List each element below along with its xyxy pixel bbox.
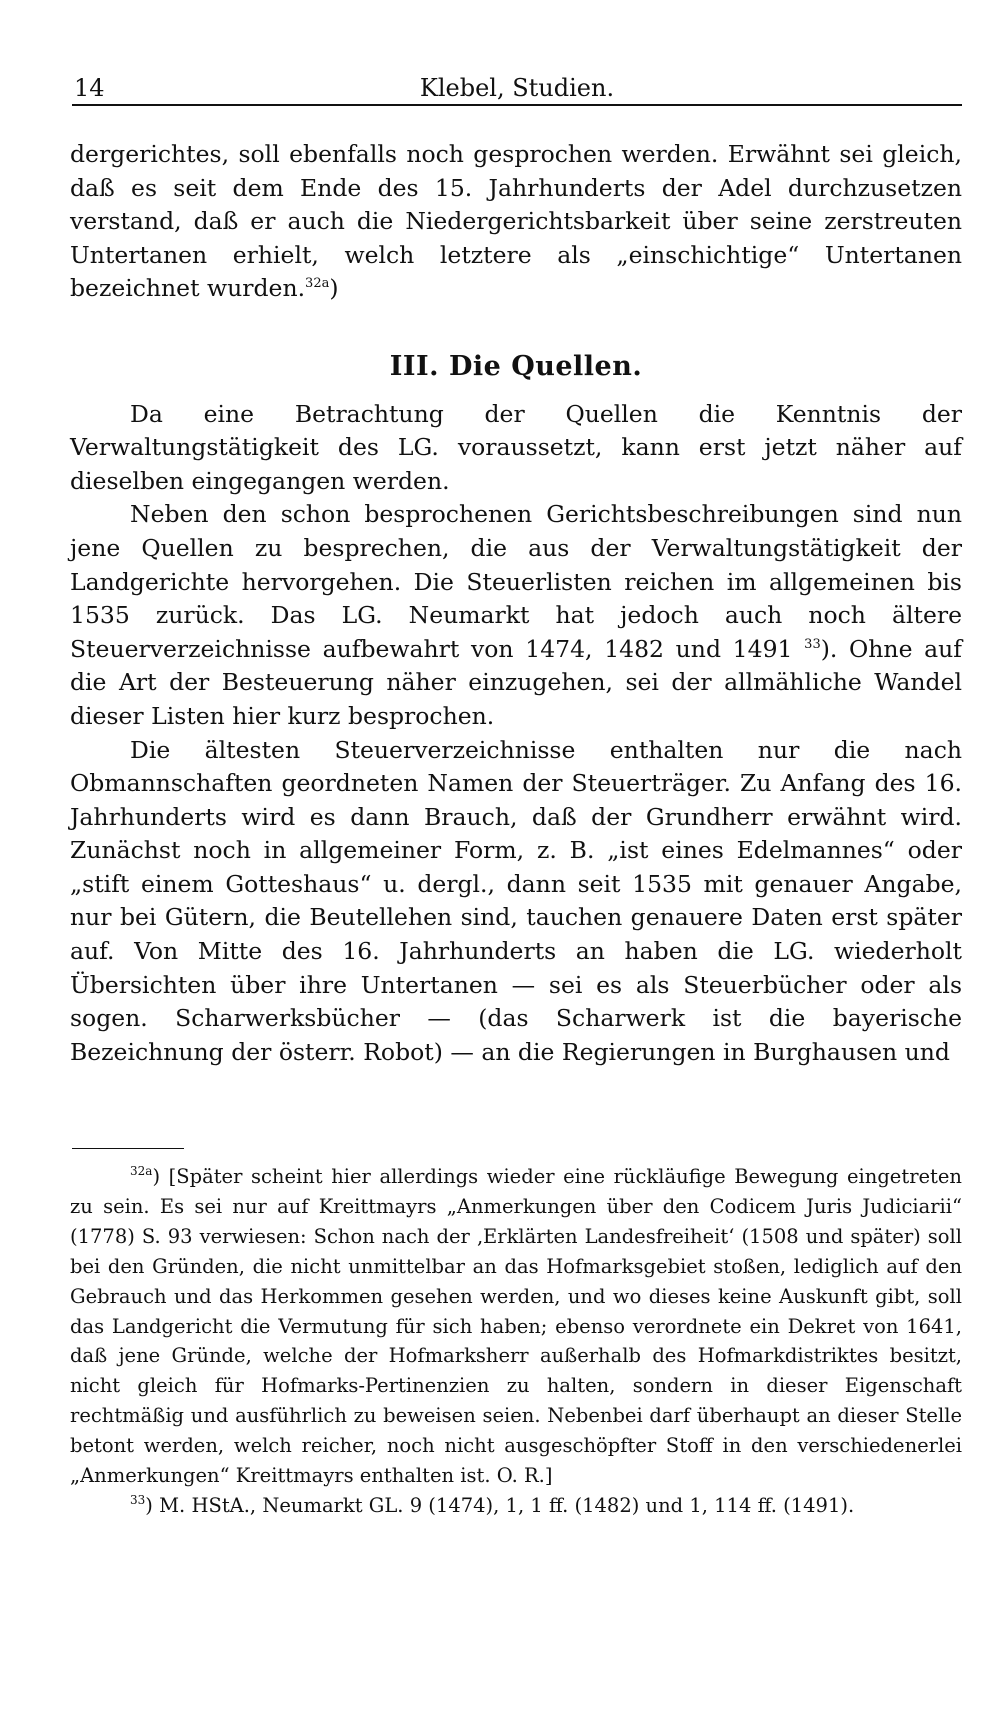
page-number: 14 — [74, 74, 105, 102]
footnote-text: ) M. HStA., Neumarkt GL. 9 (1474), 1, 1 ff. (1482) und 1, 114 ff. (1491). — [145, 1493, 855, 1517]
paragraph-text: dergerichtes, soll ebenfalls noch gesprochen werden. Erwähnt sei gleich, daß es seit dem Ende des 15. Jahrhunderts der Adel durchzusetzen verstand, daß er auch die Niedergerichtsbarkeit über seine zerstreuten Untertanen erhielt, welch letztere als „einschichtige“ Untertanen bezeichnet wurden. — [70, 140, 962, 303]
running-head: Klebel, Studien. — [419, 74, 615, 102]
footnote-reference-32a: 32a — [305, 276, 330, 292]
footnote-32a — [70, 1162, 962, 1491]
paragraph-text: Neben den schon besprochenen Gerichtsbeschreibungen sind nun jene Quellen zu besprechen, die aus der Verwaltungstätigkeit der Landgerichte hervorgehen. Die Steuerlisten reichen im allgemeinen bis 1535 zurück. Das LG. Neumarkt hat jedoch auch noch ältere Steuerverzeichnisse aufbewahrt von 1474, 1482 und 1491 — [70, 500, 962, 663]
main-text — [70, 138, 962, 1069]
section-title: III. Die Quellen. — [389, 350, 643, 382]
page-header — [72, 70, 962, 106]
footnote-separator — [72, 1148, 184, 1149]
footnote-text: ) [Später scheint hier allerdings wieder eine rückläufige Bewegung eingetreten zu sein. Es sei nur auf Kreittmayrs „Anmerkungen über den Codicem Juris Judiciarii“ (1778) S. 93 verwiesen: Schon nach der ‚Erklärten Landesfreiheit‘ (1508 und später) soll bei den Gründen, die nicht unmittelbar an das Hofmarksgebiet stoßen, lediglich auf den Gebrauch und das Herkommen gesehen werden, und wo dieses keine Auskunft gibt, soll das Landgericht die Vermutung für sich haben; ebenso verordnete ein Dekret von 1641, daß jene Gründe, welche der Hofmarksherr außerhalb des Hofmarkdistriktes besitzt, nicht gleich für Hofmarks-Pertinenzien zu halten, sondern in dieser Eigenschaft rechtmäßig und ausführlich zu beweisen seien. Nebenbei darf überhaupt an dieser Stelle betont werden, welch reicher, noch nicht ausgeschöpfter Stoff in den verschiedenerlei „Anmerkungen“ Kreittmayrs enthalten ist. O. R.] — [70, 1165, 962, 1488]
paragraph: Die ältesten Steuerverzeichnisse enthalten nur die nach Obmannschaften geordneten Namen der Steuerträger. Zu Anfang des 16. Jahrhunderts wird es dann Brauch, daß der Grundherr erwähnt wird. Zunächst noch in allgemeiner Form, z. B. „ist eines Edelmannes“ oder „stift einem Gotteshaus“ u. dergl., dann seit 1535 mit genauer Angabe, nur bei Gütern, die Beutellehen sind, tauchen genauere Daten erst später auf. Von Mitte des 16. Jahrhunderts an haben die LG. wiederholt Übersichten über ihre Untertanen — sei es als Steuerbücher oder als sogen. Scharwerksbücher — (das Scharwerk ist die bayerische Bezeichnung der österr. Robot) — an die Regierungen in Burghausen und — [70, 735, 962, 1066]
paragraph-continuation — [70, 138, 962, 306]
footnote-reference-33: 33 — [804, 636, 821, 652]
paragraph-text: ). Ohne auf die Art der Besteuerung näher einzugehen, sei der allmähliche Wandel dieser Listen hier kurz besprochen. — [70, 634, 962, 730]
paragraph: Da eine Betrachtung der Quellen die Kenntnis der Verwaltungstätigkeit des LG. voraussetzt, kann erst jetzt näher auf dieselben eingegangen werden. — [70, 399, 962, 495]
footnotes — [70, 1162, 962, 1521]
closing-parenthesis: ) — [329, 274, 339, 303]
footnote-33 — [70, 1491, 962, 1521]
paragraph — [70, 498, 962, 733]
footnote-mark: 32a — [130, 1164, 153, 1178]
footnote-mark: 33 — [130, 1492, 146, 1507]
